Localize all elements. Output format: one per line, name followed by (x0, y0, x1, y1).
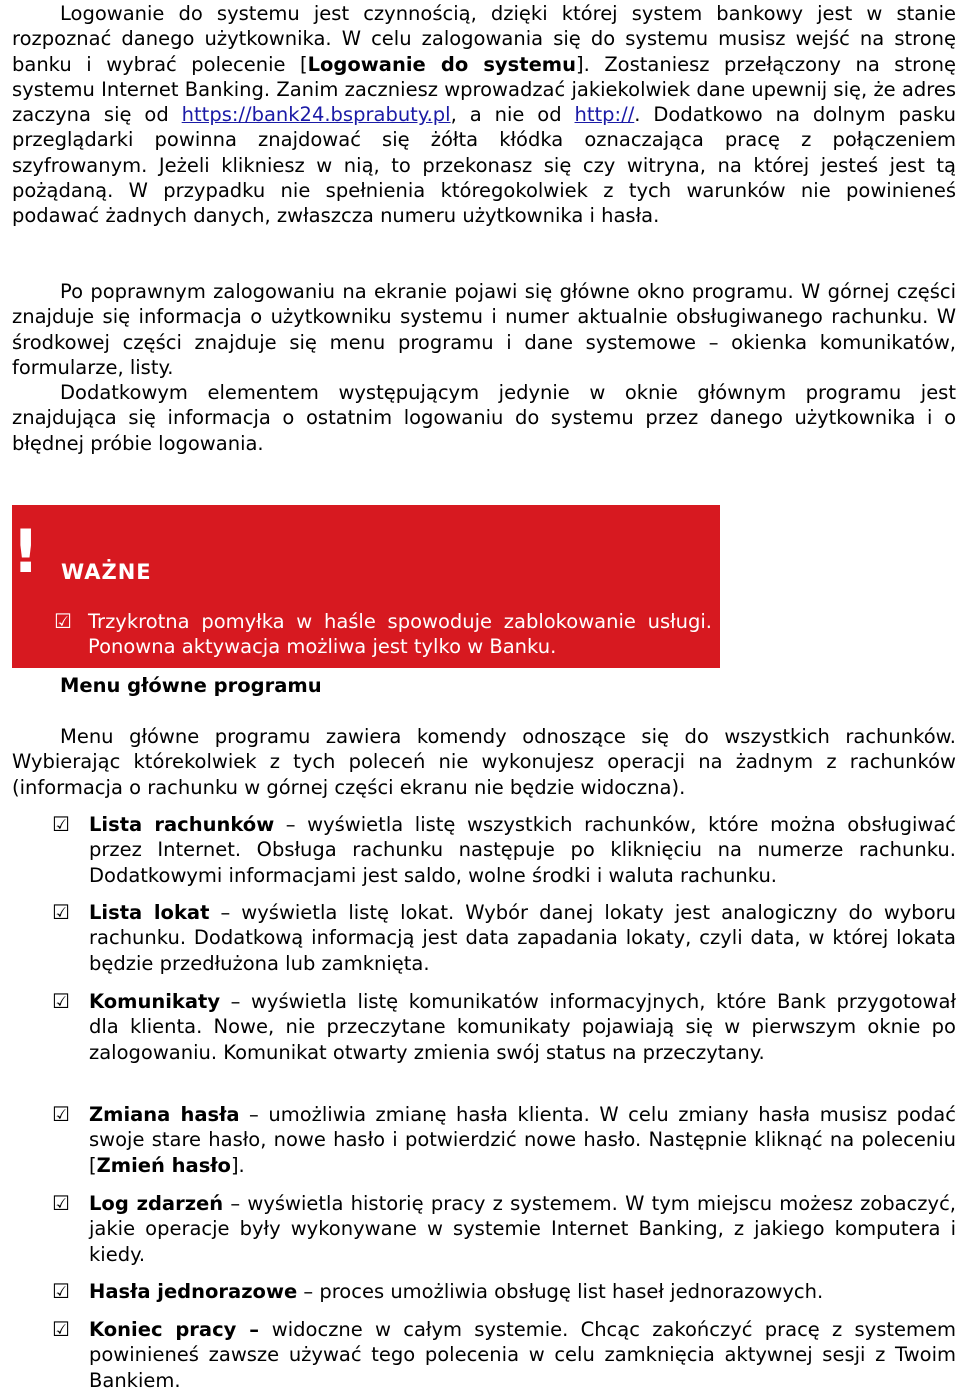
item-desc: wyświetla listę komunikatów informacyjnych, które Bank przygotował dla klienta. Nowe, nie przeczytane komunikaty pojawiają się w pierwszym oknie po zalogowaniu. Komunikat otwarty zmienia swój status na przeczytany. (89, 990, 956, 1064)
checkbox-icon: ☑ (52, 1102, 70, 1126)
item-desc: proces umożliwia obsługę list haseł jednorazowych. (319, 1280, 824, 1303)
item-name: Komunikaty (89, 990, 221, 1013)
warning-text: Trzykrotna pomyłka w haśle spowoduje zablokowanie usługi. Ponowna aktywacja możliwa jest tylko w Banku. (88, 610, 712, 659)
list-item-text (89, 1191, 956, 1267)
item-desc: wyświetla historię pracy z systemem. W tym miejscu możesz zobaczyć, jakie operacje były wykonywane w systemie Internet Banking, z jakiego komputera i kiedy. (89, 1192, 956, 1266)
item-name: Zmiana hasła (89, 1103, 240, 1126)
list-item-text (89, 989, 956, 1065)
checkbox-icon: ☑ (52, 1317, 70, 1341)
text-run: Logowanie do systemu jest czynnością, dzięki której system bankowy jest w stanie rozpoznać danego użytkownika. W celu zalogowania się do systemu musisz wejść na stronę banku i wybrać polecenie [ (12, 2, 956, 76)
command-login: Logowanie do systemu (307, 52, 576, 76)
exclamation-icon: ! (12, 517, 40, 587)
intro-paragraph-last-login: Dodatkowym elementem występującym jedynie w oknie głównym programu jest znajdująca się informacja o ostatnim logowaniu do systemu przez danego użytkownika i o błędnej próbie logowania. (12, 381, 956, 455)
warning-title: WAŻNE (61, 560, 152, 584)
bank-url-link[interactable]: https://bank24.bsprabuty.pl (181, 103, 451, 127)
dash: – (239, 1103, 269, 1126)
item-desc: umożliwia zmianę hasła klienta. W celu zmiany hasła musisz podać swoje stare hasło, nowe hasło i potwierdzić nowe hasło. Następnie kliknąć na poleceniu [ (89, 1103, 956, 1177)
checkbox-icon: ☑ (54, 609, 72, 633)
list-item-text (89, 900, 956, 976)
dash: – (297, 1280, 320, 1303)
checkbox-icon: ☑ (52, 1191, 70, 1215)
command-change-password: Zmień hasło (96, 1153, 231, 1177)
list-item-text (89, 1317, 956, 1393)
text-run: ]. Zostaniesz przełączony na stronę systemu Internet Banking. Zanim zaczniesz wprowadzać jakiekolwiek dane upewnij się, że adres zaczyna się od (12, 52, 956, 127)
item-desc: ]. (230, 1153, 245, 1177)
list-item-text (89, 1279, 956, 1304)
dash: – (209, 901, 242, 924)
dash: – (274, 813, 308, 836)
item-desc: widoczne w całym systemie. Chcąc zakończyć pracę z systemem powinieneś zawsze używać tego polecenia w celu zamknięcia aktywnej sesji z Twoim Bankiem. (89, 1318, 957, 1392)
http-link[interactable]: http:// (574, 103, 635, 127)
text-run: , a nie od (450, 103, 575, 127)
checkbox-icon: ☑ (52, 812, 70, 836)
item-desc: wyświetla listę wszystkich rachunków, które można obsługiwać przez Internet. Obsługa rachunku następuje po kliknięciu na numerze rachunku. Dodatkowymi informacjami jest saldo, wolne środki i waluta rachunku. (89, 813, 956, 887)
text-run: . Dodatkowo na dolnym pasku przeglądarki powinna znajdować się żółta kłódka oznaczająca pracę z połączeniem szyfrowanym. Jeżeli klikniesz w nią, to przekonasz się czy witryna, na której jesteś jest tą pożądaną. W przypadku nie spełnienia któregokolwiek z tych warunków nie powinieneś podawać żadnych danych, zwłaszcza numeru użytkownika i hasła. (12, 103, 956, 228)
list-item-text (89, 1102, 956, 1178)
dash: – (236, 1318, 272, 1341)
item-name: Hasła jednorazowe (89, 1280, 298, 1303)
item-desc: wyświetla listę lokat. Wybór danej lokaty jest analogiczny do wyboru rachunku. Dodatkową informacją jest data zapadania lokaty, czyli data, w której lokata będzie przedłużona lub zamknięta. (89, 901, 956, 975)
menu-intro-paragraph: Menu główne programu zawiera komendy odnoszące się do wszystkich rachunków. Wybierając którekolwiek z tych poleceń nie wykonujesz operacji na żadnym z rachunków (informacja o rachunku w górnej części ekranu nie będzie widoczna). (12, 725, 956, 799)
intro-paragraph-main-window: Po poprawnym zalogowaniu na ekranie pojawi się główne okno programu. W górnej części znajduje się informacja o użytkowniku systemu i numer aktualnie obsługiwanego rachunku. W środkowej części znajduje się menu programu i dane systemowe – okienka komunikatów, formularze, listy. (12, 280, 956, 379)
dash: – (223, 1192, 248, 1215)
list-item-text (89, 812, 956, 888)
checkbox-icon: ☑ (52, 900, 70, 924)
checkbox-icon: ☑ (52, 989, 70, 1013)
item-name: Koniec pracy (89, 1318, 237, 1341)
item-name: Log zdarzeń (89, 1192, 224, 1215)
item-name: Lista lokat (89, 901, 210, 924)
checkbox-icon: ☑ (52, 1279, 70, 1303)
section-heading-main-menu: Menu główne programu (60, 674, 322, 697)
intro-paragraph-login (12, 1, 956, 229)
item-name: Lista rachunków (89, 813, 275, 836)
dash: – (220, 990, 251, 1013)
